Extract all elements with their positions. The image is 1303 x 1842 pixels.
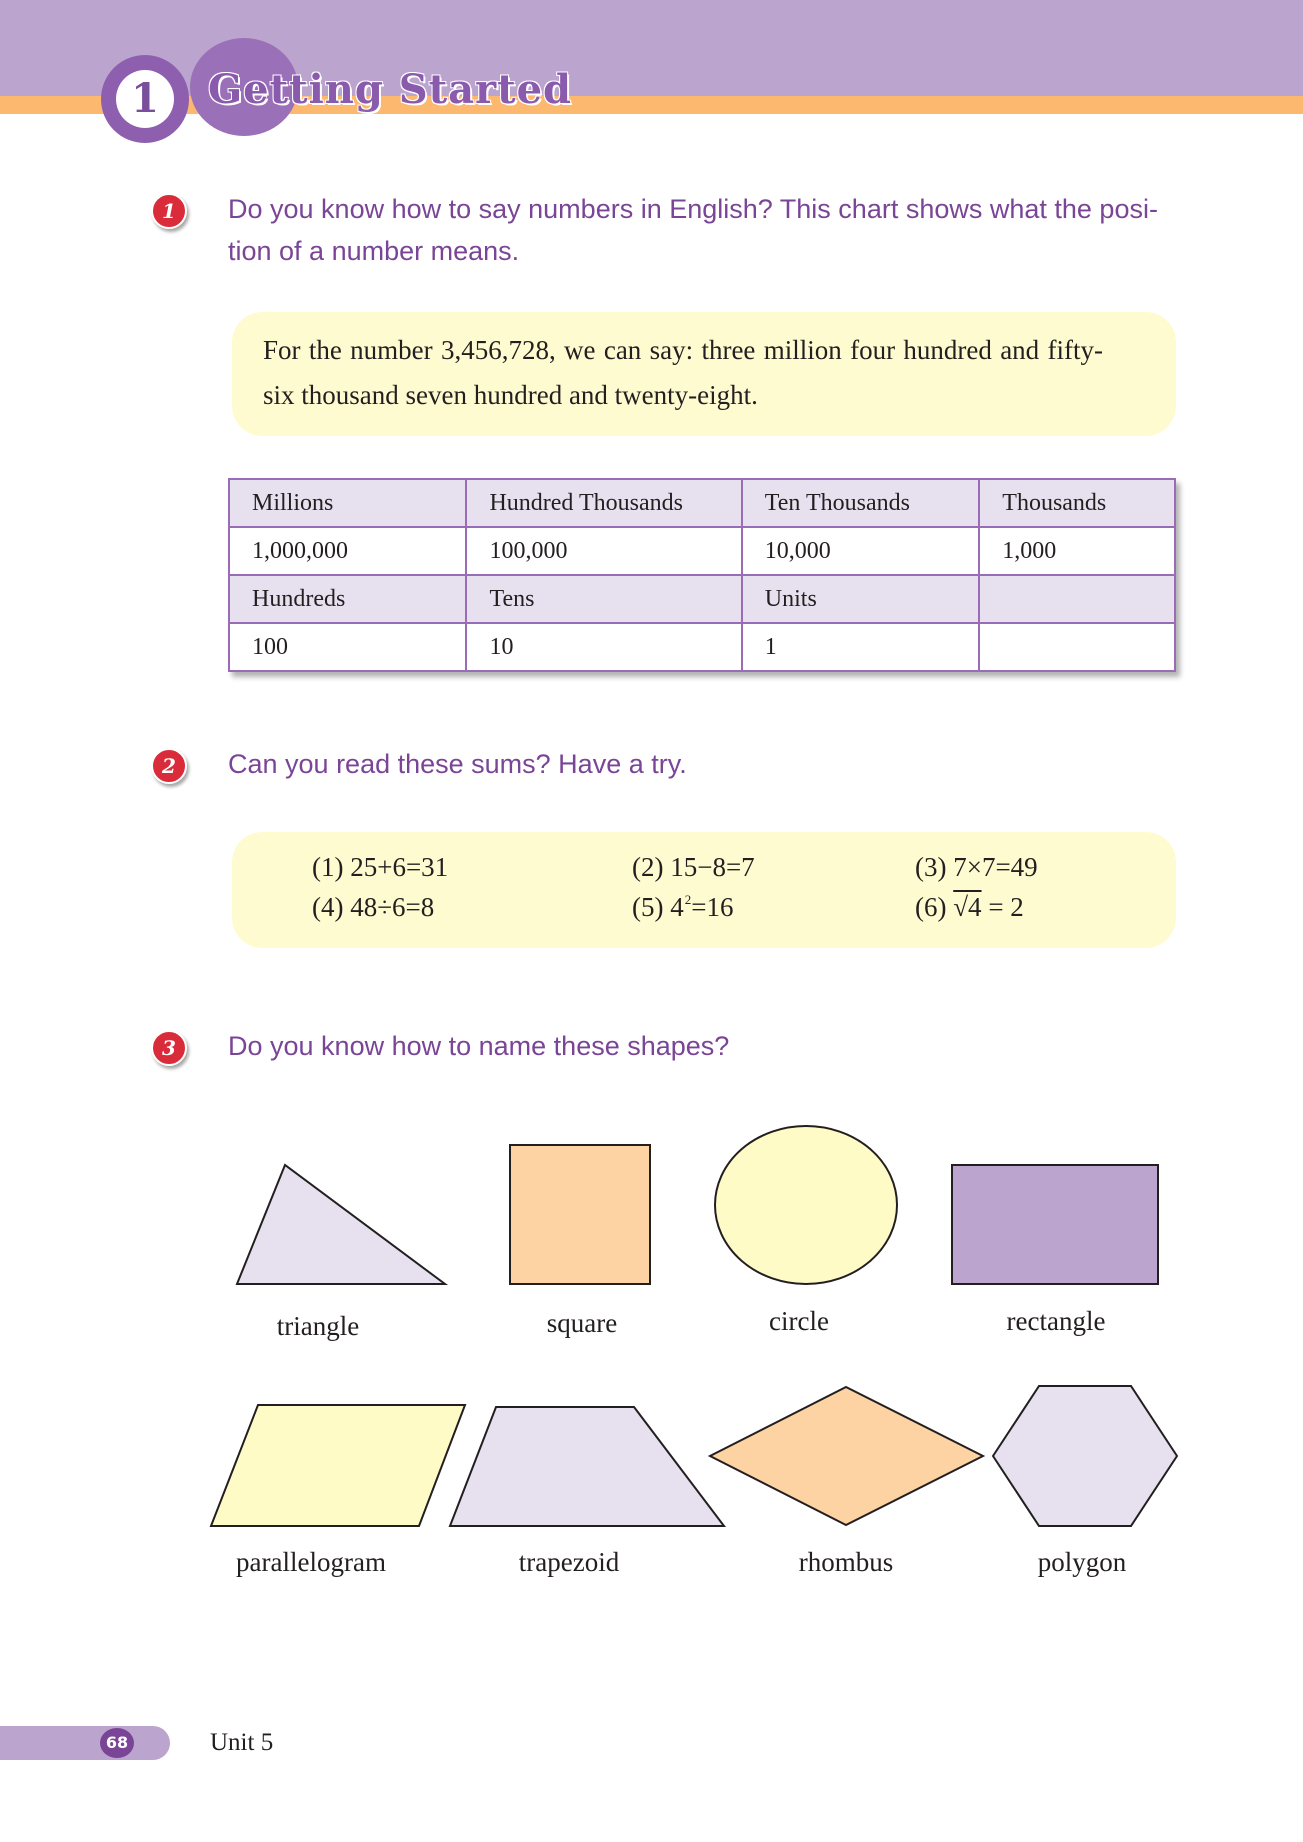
sum-6-result: = 2 (981, 892, 1024, 922)
circle-shape (715, 1126, 897, 1284)
footer-bar (0, 1726, 170, 1760)
table-cell: 100,000 (466, 527, 741, 575)
polygon-label: polygon (1037, 1547, 1127, 1577)
table-cell: 1,000 (979, 527, 1175, 575)
sum-5-exponent: 2 (684, 892, 692, 907)
polygon-shape (993, 1386, 1177, 1526)
sum-3: (3) 7×7=49 (915, 852, 1038, 882)
sum-5-result: =16 (691, 892, 734, 922)
table-cell: 1 (742, 623, 980, 671)
sum-6-prefix: (6) (915, 892, 954, 922)
rectangle-shape (952, 1165, 1158, 1284)
square-label: square (546, 1308, 618, 1338)
table-cell: 10,000 (742, 527, 980, 575)
lesson-number: 1 (116, 70, 174, 128)
page-title: Getting Started (208, 66, 572, 113)
trapezoid-shape (450, 1407, 724, 1526)
table-cell: Tens (466, 575, 741, 623)
rhombus-shape (710, 1387, 983, 1525)
question-3-text: Do you know how to name these shapes? (228, 1031, 730, 1061)
table-cell: Hundred Thousands (466, 479, 741, 527)
question-1-line1: Do you know how to say numbers in English? This chart shows what the posi- (228, 194, 1158, 224)
question-2-badge: 2 (151, 748, 187, 784)
table-cell: Thousands (979, 479, 1175, 527)
sum-5-base: (5) 4 (632, 892, 684, 922)
table-cell: Hundreds (229, 575, 466, 623)
sum-1: (1) 25+6=31 (312, 852, 449, 882)
table-cell: 100 (229, 623, 466, 671)
triangle-label: triangle (276, 1311, 360, 1341)
sum-4: (4) 48÷6=8 (312, 892, 435, 922)
rhombus-label: rhombus (798, 1547, 894, 1577)
triangle-shape (237, 1165, 445, 1284)
sum-2: (2) 15−8=7 (632, 852, 755, 882)
trapezoid-label: trapezoid (518, 1547, 620, 1577)
table-cell: 10 (466, 623, 741, 671)
question-1-line2: tion of a number means. (228, 236, 520, 266)
sum-6-root: √4 (953, 892, 982, 922)
question-3-badge: 3 (151, 1030, 187, 1066)
table-cell: Millions (229, 479, 466, 527)
parallelogram-shape (211, 1405, 465, 1526)
table-cell: 1,000,000 (229, 527, 466, 575)
square-shape (510, 1145, 650, 1284)
circle-label: circle (769, 1306, 829, 1336)
unit-label: Unit 5 (210, 1729, 274, 1756)
parallelogram-label: parallelogram (236, 1547, 386, 1577)
example-text: For the number 3,456,728, we can say: three million four hundred and fifty-six thousand seven hundred and twenty-eight. (263, 335, 1103, 410)
question-1-badge: 1 (151, 193, 187, 229)
page-number: 68 (100, 1728, 134, 1758)
table-cell: Ten Thousands (742, 479, 980, 527)
table-cell: Units (742, 575, 980, 623)
rectangle-label: rectangle (1006, 1306, 1106, 1336)
question-2-text: Can you read these sums? Have a try. (228, 749, 687, 779)
